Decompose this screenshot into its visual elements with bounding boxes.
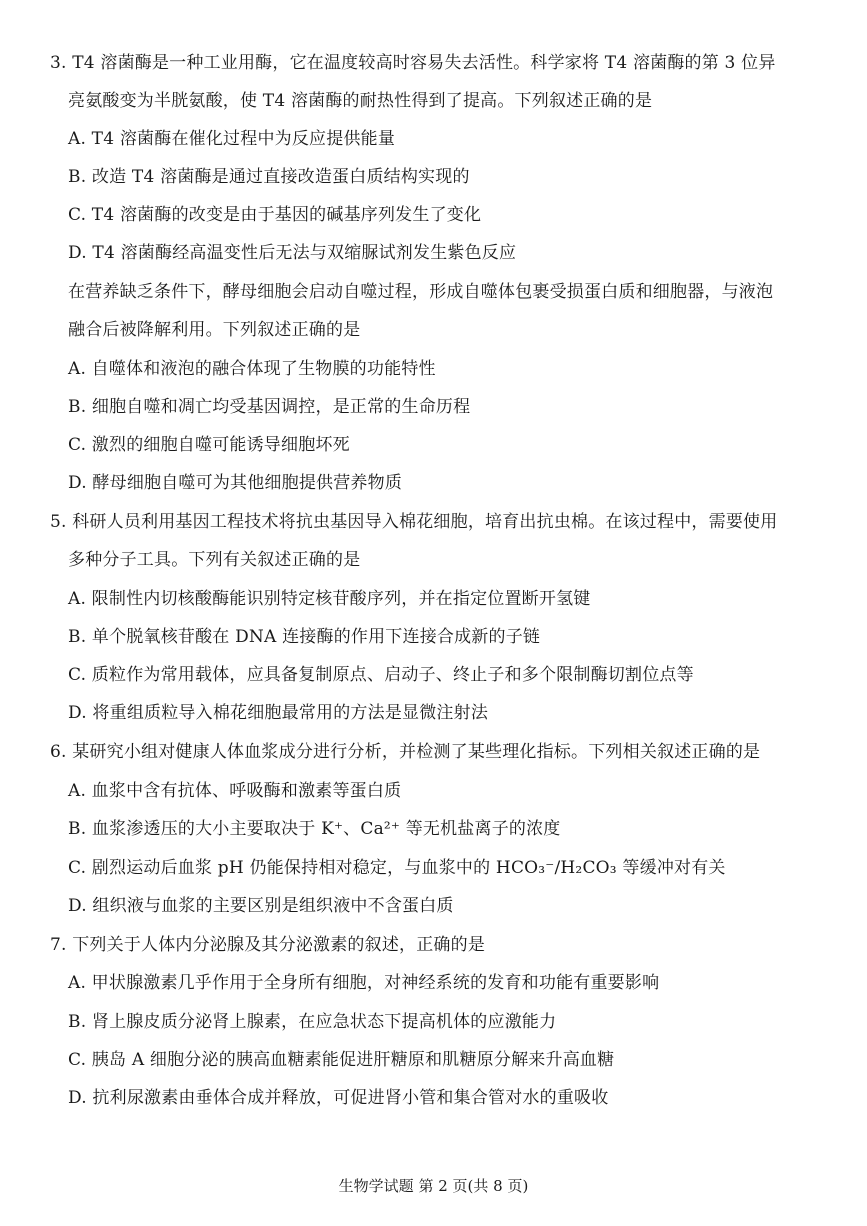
- q3-option-d: D. T4 溶菌酶经高温变性后无法与双缩脲试剂发生紫色反应: [68, 243, 517, 263]
- q4-stem-line-1: 在营养缺乏条件下，酵母细胞会启动自噬过程，形成自噬体包裹受损蛋白质和细胞器，与液泡: [68, 282, 774, 302]
- q4-option-c: C. 激烈的细胞自噬可能诱导细胞坏死: [68, 435, 350, 455]
- q6-option-b: B. 血浆渗透压的大小主要取决于 K⁺、Ca²⁺ 等无机盐离子的浓度: [68, 819, 561, 839]
- q5-option-a: A. 限制性内切核酸酶能识别特定核苷酸序列，并在指定位置断开氢键: [68, 589, 591, 609]
- q7-stem-line-1: 7. 下列关于人体内分泌腺及其分泌激素的叙述，正确的是: [50, 935, 486, 955]
- q3-option-c: C. T4 溶菌酶的改变是由于基因的碱基序列发生了变化: [68, 205, 482, 225]
- q3-option-b: B. 改造 T4 溶菌酶是通过直接改造蛋白质结构实现的: [68, 167, 470, 187]
- q6-stem-line-1: 6. 某研究小组对健康人体血浆成分进行分析，并检测了某些理化指标。下列相关叙述正确的是: [50, 742, 761, 762]
- q5-option-c: C. 质粒作为常用载体，应具备复制原点、启动子、终止子和多个限制酶切割位点等: [68, 665, 694, 685]
- q6-option-c: C. 剧烈运动后血浆 pH 仍能保持相对稳定，与血浆中的 HCO₃⁻/H₂CO₃ 等缓冲对有关: [68, 858, 726, 878]
- q4-stem-line-2: 融合后被降解利用。下列叙述正确的是: [68, 320, 361, 340]
- q7-option-b: B. 肾上腺皮质分泌肾上腺素，在应急状态下提高机体的应激能力: [68, 1012, 557, 1032]
- q5-stem-line-1: 5. 科研人员利用基因工程技术将抗虫基因导入棉花细胞，培育出抗虫棉。在该过程中，需要使用: [50, 512, 778, 532]
- q4-option-a: A. 自噬体和液泡的融合体现了生物膜的功能特性: [68, 359, 436, 379]
- q5-stem-line-2: 多种分子工具。下列有关叙述正确的是: [68, 550, 361, 570]
- q7-option-a: A. 甲状腺激素几乎作用于全身所有细胞，对神经系统的发育和功能有重要影响: [68, 973, 660, 993]
- q4-option-d: D. 酵母细胞自噬可为其他细胞提供营养物质: [68, 473, 403, 493]
- q5-option-d: D. 将重组质粒导入棉花细胞最常用的方法是显微注射法: [68, 703, 489, 723]
- q3-option-a: A. T4 溶菌酶在催化过程中为反应提供能量: [68, 129, 396, 149]
- q4-option-b: B. 细胞自噬和凋亡均受基因调控，是正常的生命历程: [68, 397, 471, 417]
- q7-option-c: C. 胰岛 A 细胞分泌的胰高血糖素能促进肝糖原和肌糖原分解来升高血糖: [68, 1050, 615, 1070]
- q6-option-d: D. 组织液与血浆的主要区别是组织液中不含蛋白质: [68, 896, 454, 916]
- q5-option-b: B. 单个脱氧核苷酸在 DNA 连接酶的作用下连接合成新的子链: [68, 627, 541, 647]
- page-footer: 生物学试题 第 2 页(共 8 页): [338, 1177, 529, 1195]
- q7-option-d: D. 抗利尿激素由垂体合成并释放，可促进肾小管和集合管对水的重吸收: [68, 1088, 609, 1108]
- q3-stem-line-1: 3. T4 溶菌酶是一种工业用酶，它在温度较高时容易失去活性。科学家将 T4 溶菌酶的第 3 位异: [50, 53, 776, 73]
- q6-option-a: A. 血浆中含有抗体、呼吸酶和激素等蛋白质: [68, 781, 402, 801]
- q3-stem-line-2: 亮氨酸变为半胱氨酸，使 T4 溶菌酶的耐热性得到了提高。下列叙述正确的是: [68, 91, 653, 111]
